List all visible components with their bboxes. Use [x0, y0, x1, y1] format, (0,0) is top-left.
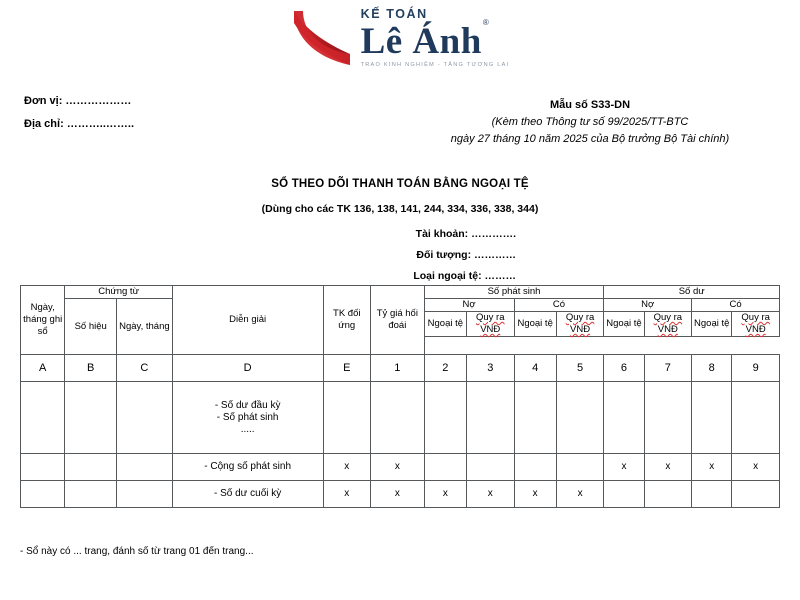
unit-address-line: Địa chỉ: ………..……..	[24, 118, 135, 130]
footer-note: - Sổ này có ... trang, đánh số từ trang 01 đến trang...	[20, 546, 254, 557]
cell-A[interactable]	[21, 382, 65, 454]
th-tk-doi-ung: TK đối ứng	[323, 286, 370, 355]
th-so-du-no-quy-ra-vnd: Quy ra VNĐ	[644, 312, 691, 337]
cell-7[interactable]	[644, 481, 691, 508]
unit-info-block	[24, 90, 134, 136]
ledger-table-head	[21, 286, 780, 355]
th-phat-sinh-co-quy-ra-vnd: Quy ra VNĐ	[556, 312, 604, 337]
cell-1[interactable]: x	[371, 481, 425, 508]
cell-8[interactable]	[692, 382, 732, 454]
cell-4[interactable]: x	[514, 481, 556, 508]
th-so-du-no-ngoai-te: Ngoại tệ	[604, 312, 644, 337]
table-row[interactable]	[21, 454, 780, 481]
th-so-du: Số dư	[604, 286, 780, 299]
desc-line-so-du-dau-ky: - Số dư đầu kỳ	[214, 399, 281, 411]
cell-A[interactable]	[21, 454, 65, 481]
cell-8[interactable]: x	[692, 454, 732, 481]
cell-5[interactable]	[556, 454, 604, 481]
th-so-du-co-quy-ra-vnd: Quy ra VNĐ	[732, 312, 780, 337]
th-dien-giai: Diễn giải	[172, 286, 323, 355]
le-anh-hourglass-mark-icon	[291, 9, 353, 67]
cell-9[interactable]	[732, 382, 780, 454]
cell-1[interactable]	[371, 382, 425, 454]
cell-5[interactable]: x	[556, 481, 604, 508]
company-logo	[0, 8, 800, 69]
registered-trademark-icon: ®	[482, 18, 490, 28]
cell-description-cong-so-phat-sinh[interactable]: - Cộng số phát sinh	[172, 454, 323, 481]
form-code: Mẫu số S33-DN	[549, 99, 631, 111]
col-key-1: 1	[371, 355, 425, 382]
cell-4[interactable]	[514, 454, 556, 481]
cell-6[interactable]	[604, 481, 644, 508]
th-so-du-co: Có	[692, 299, 780, 312]
col-key-3: 3	[467, 355, 514, 382]
col-key-4: 4	[514, 355, 556, 382]
account-meta-block	[0, 224, 516, 287]
form-reference-block	[400, 97, 780, 148]
col-key-E: E	[323, 355, 370, 382]
cell-B[interactable]	[65, 454, 117, 481]
cell-description-opening[interactable]	[172, 382, 323, 454]
counterparty-line: Đối tượng: …………	[416, 249, 516, 261]
th-so-phat-sinh: Số phát sinh	[424, 286, 604, 299]
col-key-C: C	[117, 355, 173, 382]
th-ty-gia-hoi-doai: Tỷ giá hối đoái	[371, 286, 425, 355]
ledger-table-body	[21, 355, 780, 508]
logo-ketoan-label: KẾ TOÁN	[360, 7, 428, 21]
cell-E[interactable]: x	[323, 454, 370, 481]
col-key-2: 2	[424, 355, 466, 382]
cell-E[interactable]: x	[323, 481, 370, 508]
th-phat-sinh-no-quy-ra-vnd: Quy ra VNĐ	[467, 312, 514, 337]
cell-2[interactable]: x	[424, 481, 466, 508]
cell-6[interactable]	[604, 382, 644, 454]
desc-line-so-phat-sinh: - Số phát sinh	[216, 411, 279, 423]
col-key-B: B	[65, 355, 117, 382]
account-number-line: Tài khoản: ………….	[415, 228, 516, 240]
column-key-row	[21, 355, 780, 382]
cell-3[interactable]	[467, 454, 514, 481]
cell-2[interactable]	[424, 454, 466, 481]
th-phat-sinh-co: Có	[514, 299, 604, 312]
header-row-1	[21, 286, 780, 299]
cell-6[interactable]: x	[604, 454, 644, 481]
cell-E[interactable]	[323, 382, 370, 454]
th-phat-sinh-no: Nợ	[424, 299, 514, 312]
col-key-7: 7	[644, 355, 691, 382]
cell-5[interactable]	[556, 382, 604, 454]
th-phat-sinh-no-ngoai-te: Ngoại tệ	[424, 312, 466, 337]
cell-description-so-du-cuoi-ky[interactable]: - Số dư cuối kỳ	[172, 481, 323, 508]
logo-brand-text: Lê Ánh	[360, 20, 482, 62]
col-key-5: 5	[556, 355, 604, 382]
cell-B[interactable]	[65, 382, 117, 454]
th-so-hieu: Số hiệu	[65, 299, 117, 355]
table-row[interactable]	[21, 481, 780, 508]
cell-7[interactable]: x	[644, 454, 691, 481]
desc-line-ellipsis: .....	[240, 423, 255, 435]
th-chung-tu: Chứng từ	[65, 286, 172, 299]
logo-text-block	[361, 8, 510, 69]
logo-inner	[291, 8, 510, 69]
cell-C[interactable]	[117, 454, 173, 481]
th-phat-sinh-co-ngoai-te: Ngoại tệ	[514, 312, 556, 337]
form-circular-line-2: ngày 27 tháng 10 năm 2025 của Bộ trưởng Bộ Tài chính)	[450, 133, 730, 145]
logo-tagline: TRAO KINH NGHIỆM - TĂNG TƯƠNG LAI	[360, 62, 510, 69]
table-row[interactable]	[21, 382, 780, 454]
cell-7[interactable]	[644, 382, 691, 454]
col-key-A: A	[21, 355, 65, 382]
ledger-table	[20, 285, 780, 508]
cell-4[interactable]	[514, 382, 556, 454]
cell-9[interactable]	[732, 481, 780, 508]
cell-C[interactable]	[117, 382, 173, 454]
page-title: SỔ THEO DÕI THANH TOÁN BẰNG NGOẠI TỆ	[271, 178, 529, 190]
page-subtitle: (Dùng cho các TK 136, 138, 141, 244, 334, 336, 338, 344)	[261, 203, 539, 215]
cell-3[interactable]: x	[467, 481, 514, 508]
cell-C[interactable]	[117, 481, 173, 508]
col-key-6: 6	[604, 355, 644, 382]
cell-9[interactable]: x	[732, 454, 780, 481]
col-key-8: 8	[692, 355, 732, 382]
currency-type-line: Loại ngoại tệ: ………	[413, 270, 516, 282]
th-ngay-thang-ghi-so: Ngày, tháng ghi sổ	[21, 286, 65, 355]
th-ngay-thang: Ngày, tháng	[117, 299, 173, 355]
cell-3[interactable]	[467, 382, 514, 454]
cell-A[interactable]	[21, 481, 65, 508]
logo-brand-name	[360, 18, 510, 62]
th-so-du-co-ngoai-te: Ngoại tệ	[692, 312, 732, 337]
cell-8[interactable]	[692, 481, 732, 508]
cell-B[interactable]	[65, 481, 117, 508]
unit-name-line: Đơn vị: ………………	[24, 95, 132, 107]
form-circular-line-1: (Kèm theo Thông tư số 99/2025/TT-BTC	[491, 116, 689, 128]
col-key-D: D	[172, 355, 323, 382]
th-so-du-no: Nợ	[604, 299, 692, 312]
col-key-9: 9	[732, 355, 780, 382]
cell-1[interactable]: x	[371, 454, 425, 481]
cell-2[interactable]	[424, 382, 466, 454]
